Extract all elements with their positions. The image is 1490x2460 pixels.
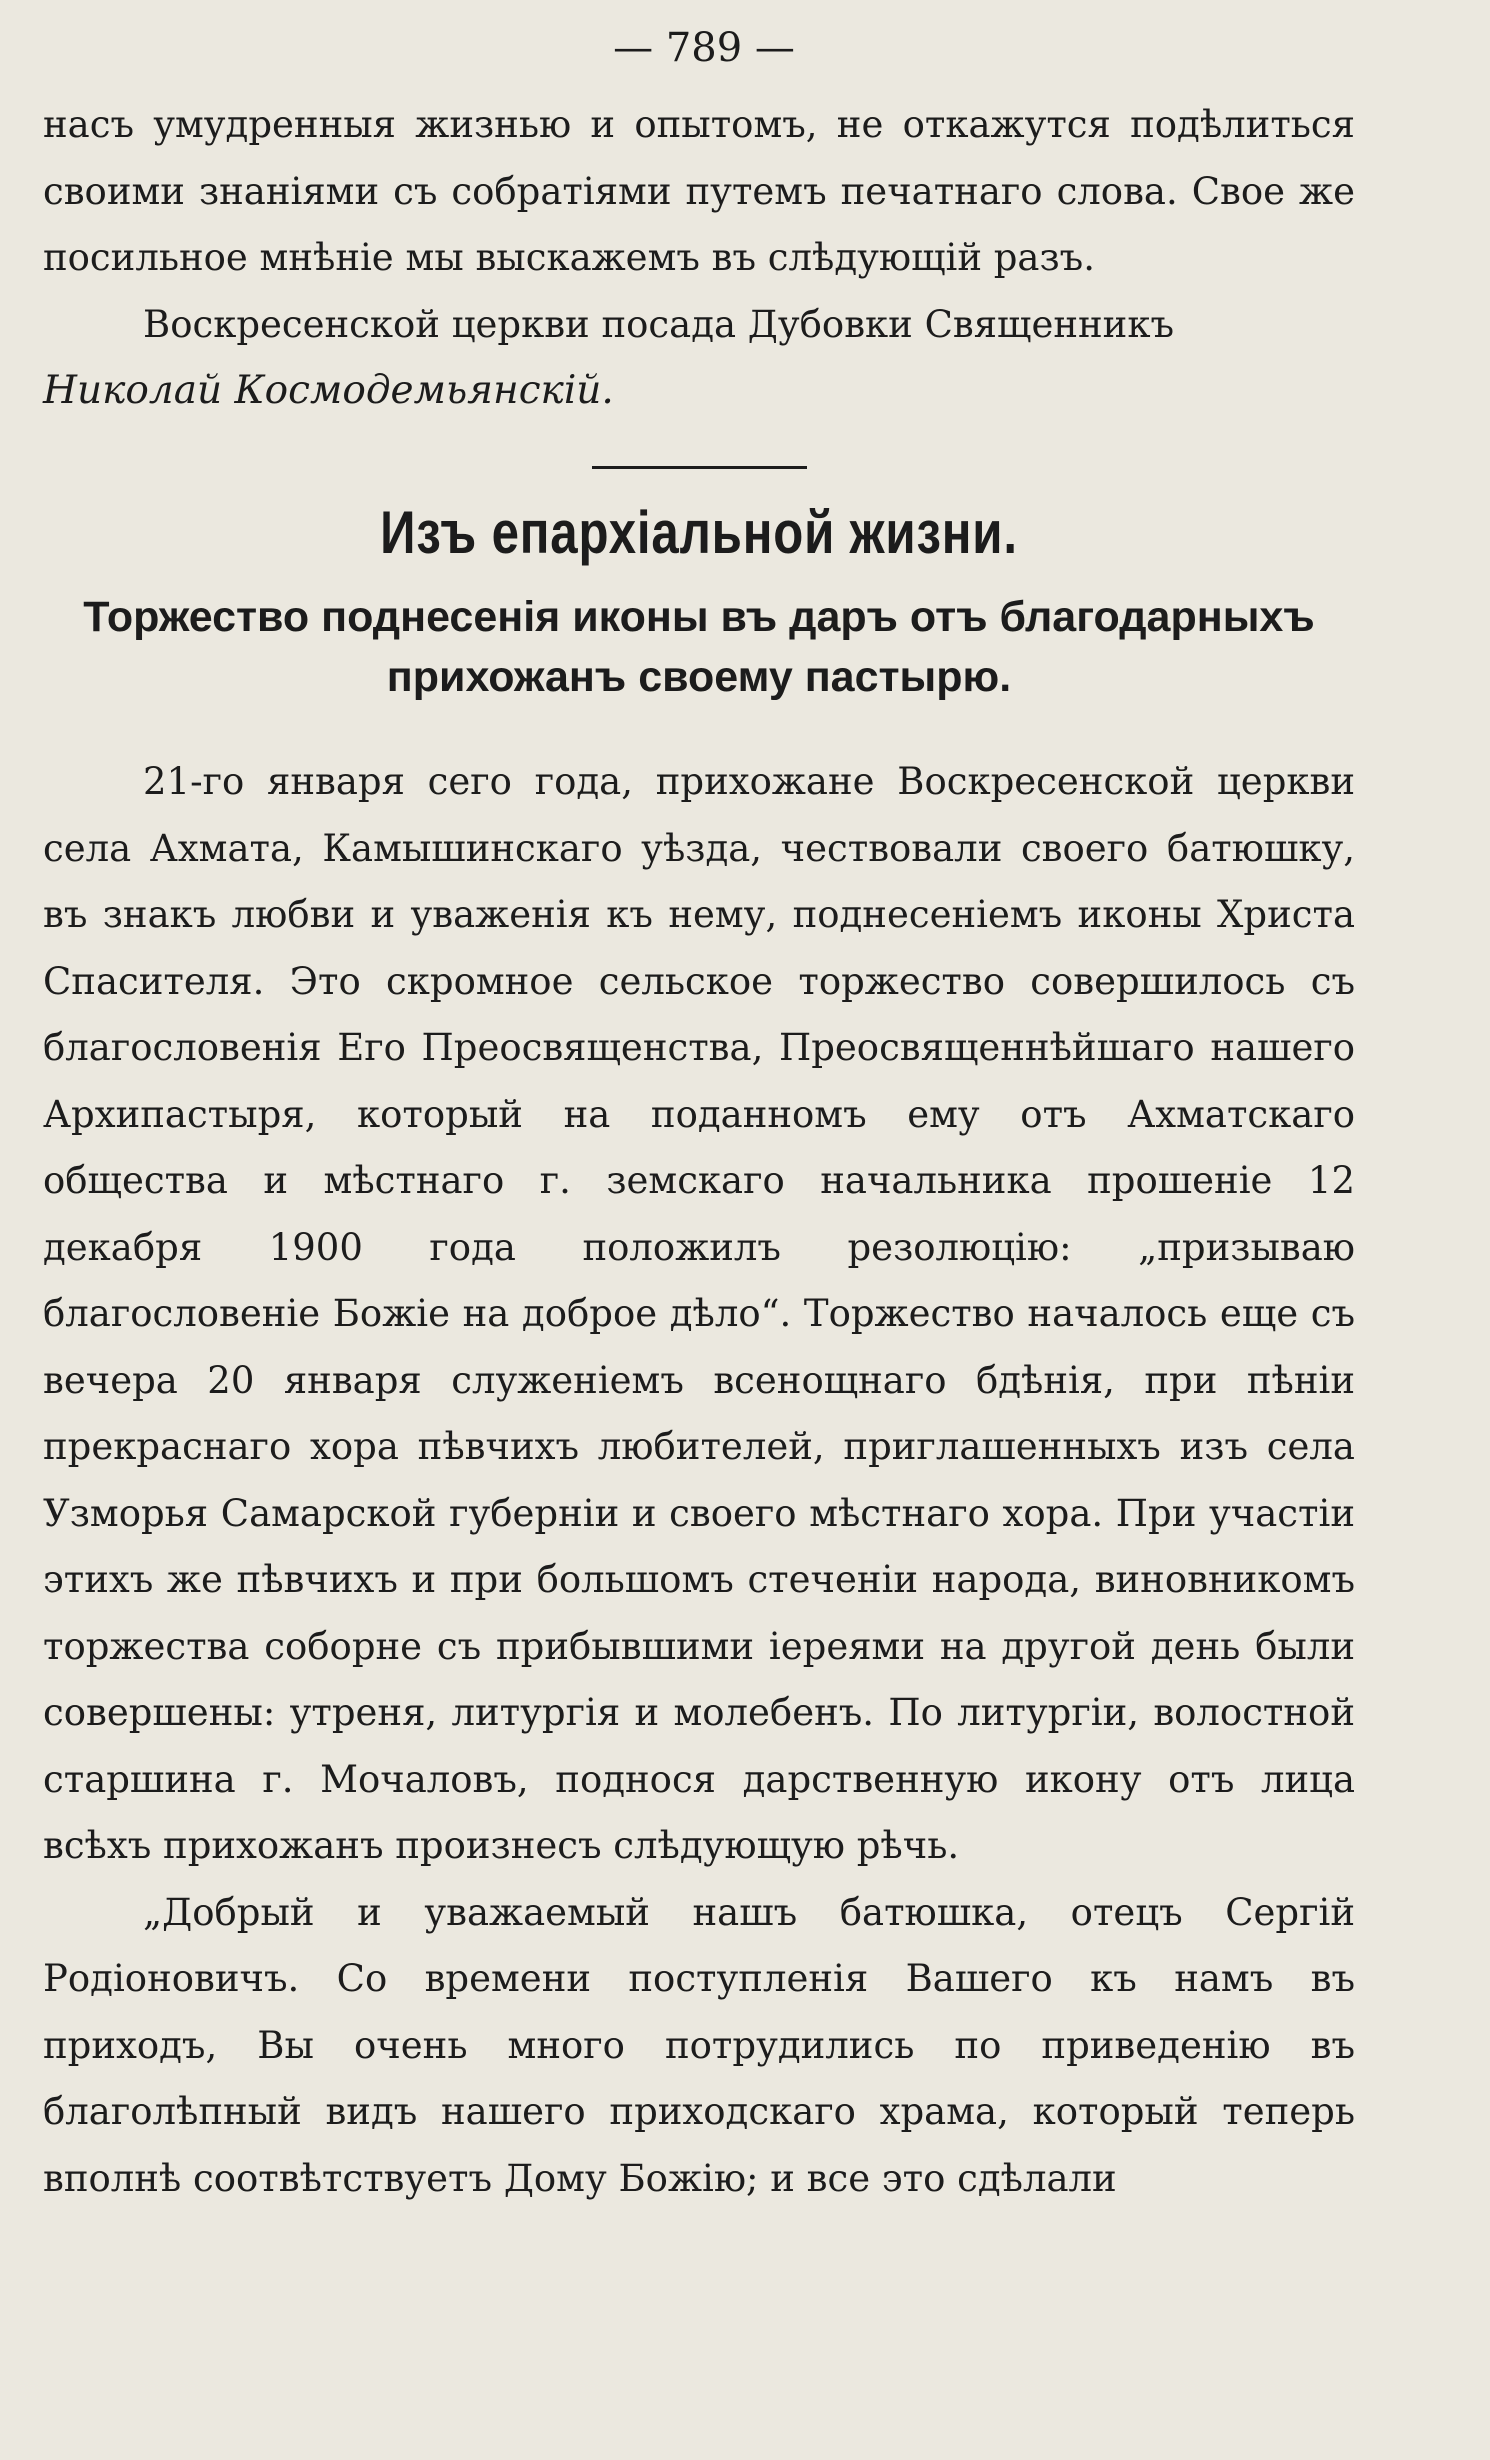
intro-paragraph: насъ умудренныя жизнью и опытомъ, не откажутся подѣлиться своими знаніями съ собратіями путемъ печатнаго слова. Свое же посильное мнѣніе мы выскажемъ въ слѣдующій разъ. (43, 103, 1355, 279)
article-subtitle-line-2: прихожанъ своему пастырю. (386, 653, 1012, 701)
body-paragraph-2: „Добрый и уважаемый нашъ батюшка, отецъ Сергій Родіоновичъ. Со времени поступленія Вашего къ намъ въ приходъ, Вы очень много потрудились по приведенію въ благолѣпный видъ нашего приходскаго храма, который теперь вполнѣ соотвѣтствуетъ Дому Божію; и все это сдѣлали (43, 1890, 1355, 2200)
signature-line: Воскресенской церкви посада Дубовки Священникъ (143, 302, 1174, 346)
signature-author: Николай Космодемьянскій. (43, 368, 614, 413)
section-divider (592, 466, 807, 469)
article-subtitle (43, 587, 1355, 707)
body-paragraph-1: 21-го января сего года, прихожане Воскресенской церкви села Ахмата, Камышинскаго уѣзда, чествовали своего батюшку, въ знакъ любви и уваженія къ нему, поднесеніемъ иконы Христа Спасителя. Это скромное сельское торжество совершилось съ благословенія Его Преосвященства, Преосвященнѣйшаго нашего Архипастыря, который на поданномъ ему отъ Ахматскаго общества и мѣстнаго г. земскаго начальника прошеніе 12 декабря 1900 года положилъ резолюцію: „призываю благословеніе Божіе на доброе дѣло“. Торжество началось еще съ вечера 20 января служеніемъ всенощнаго бдѣнія, при пѣніи прекраснаго хора пѣвчихъ любителей, приглашенныхъ изъ села Узморья Самарской губерніи и своего мѣстнаго хора. При участіи этихъ же пѣвчихъ и при большомъ стеченіи народа, виновникомъ торжества соборне съ прибывшими іереями на другой день были совершены: утреня, литургія и молебенъ. По литургіи, волостной старшина г. Мочаловъ, поднося дарственную икону отъ лица всѣхъ прихожанъ произнесъ слѣдующую рѣчь. (43, 760, 1355, 1867)
section-title: Изъ епархіальной жизни. (380, 499, 1018, 566)
article-subtitle-line-1: Торжество поднесенія иконы въ даръ отъ благодарныхъ (83, 593, 1315, 641)
page-number: — 789 — (613, 25, 795, 71)
